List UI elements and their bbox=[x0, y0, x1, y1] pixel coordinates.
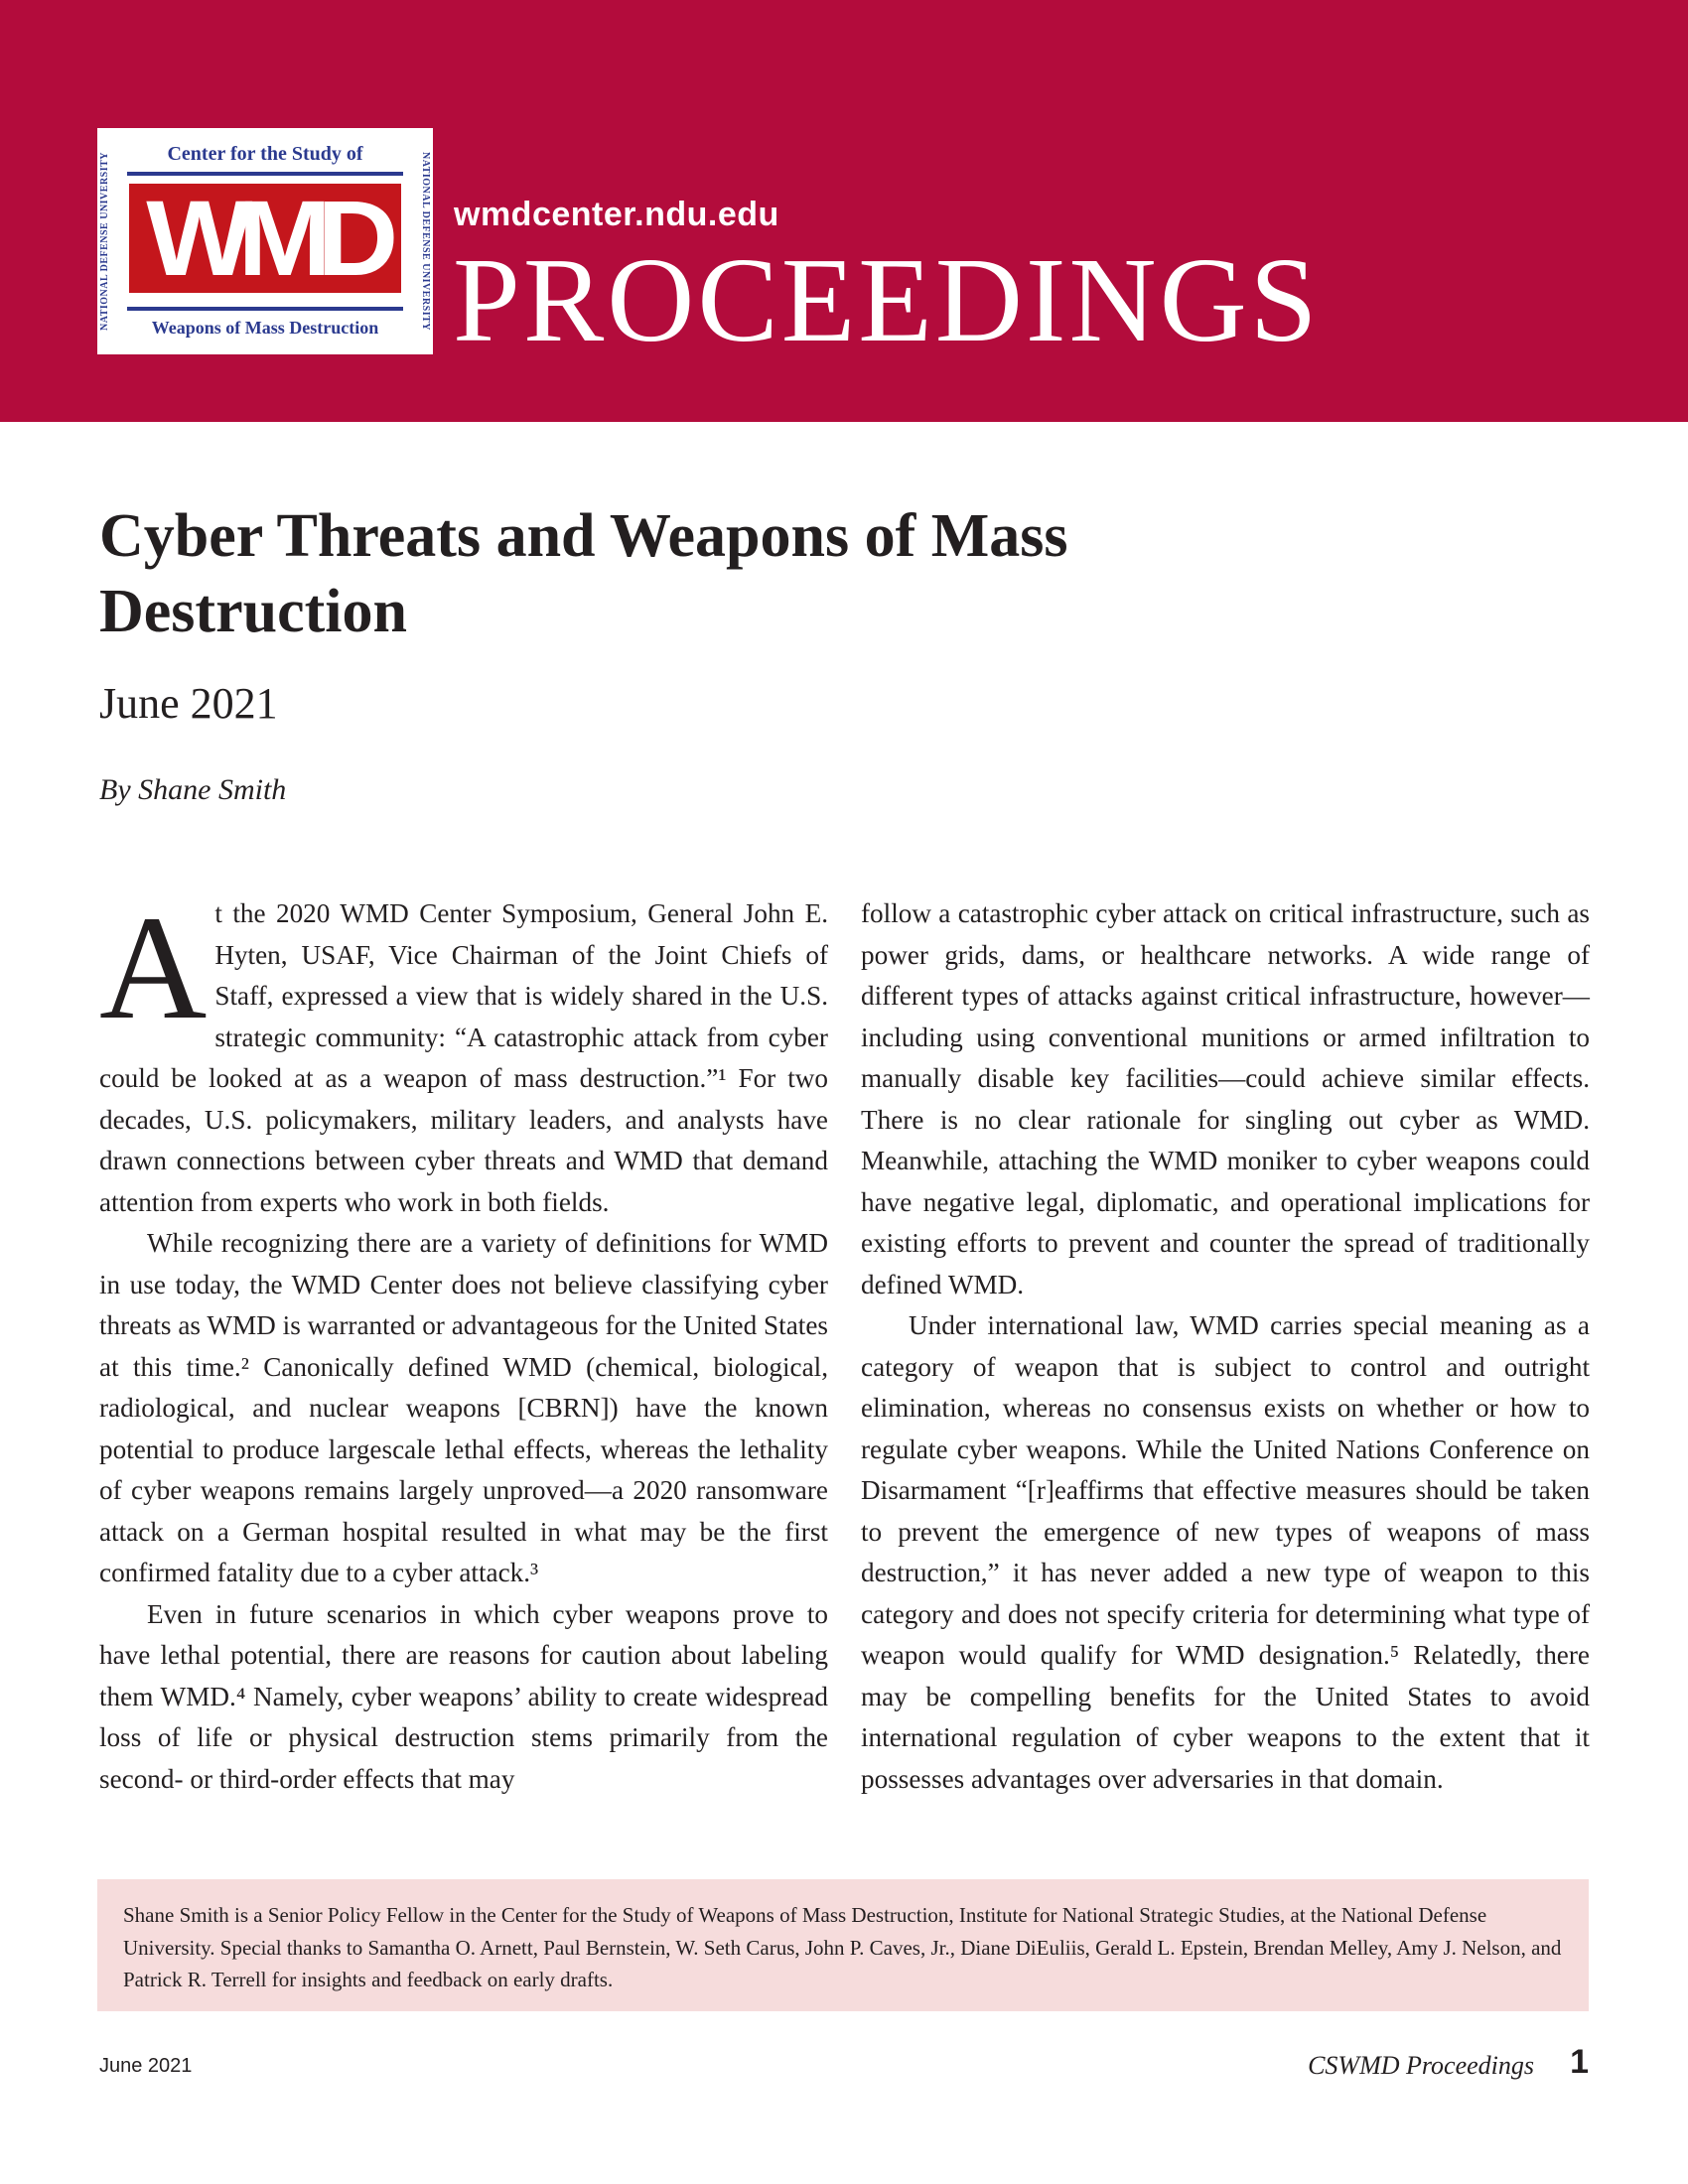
body-paragraph: Even in future scenarios in which cyber weapons prove to have lethal potential, there are reasons for caution about labeling them WMD.⁴ Namely, cyber weapons’ ability to create widespread loss of life or physical destruction stems primarily from the second- or third-order effects that may bbox=[99, 1598, 828, 1794]
logo-divider-top bbox=[127, 172, 403, 176]
series-title: PROCEEDINGS bbox=[453, 233, 1321, 367]
logo-side-text-right: NATIONAL DEFENSE UNIVERSITY bbox=[420, 151, 431, 332]
body-paragraph: Under international law, WMD carries special meaning as a category of weapon that is subject to control and outright elimination, whereas no consensus exists on whether or how to regulate cyber weapons. While the United Nations Conference on Disarmament “[r]eaffirms that effective measures should be taken to prevent the emergence of new types of weapons of mass destruction,” it has never added a new type of weapon to this category and does not specify criteria for determining what type of weapon would qualify for WMD designation.⁵ Relatedly, there may be compelling benefits for the United States to avoid international regulation of cyber weapons to the extent that it possesses advantages over adversaries in that domain. bbox=[861, 1310, 1590, 1794]
header-banner bbox=[0, 0, 1688, 422]
site-url: wmdcenter.ndu.edu bbox=[454, 196, 779, 233]
footer-date: June 2021 bbox=[99, 2055, 193, 2077]
body-paragraph bbox=[99, 886, 828, 1223]
article-date: June 2021 bbox=[99, 679, 278, 728]
logo-side-text-left: NATIONAL DEFENSE UNIVERSITY bbox=[99, 151, 110, 332]
logo-divider-bottom bbox=[127, 307, 403, 311]
body-column-right bbox=[861, 893, 1590, 1800]
logo-wmd-box bbox=[129, 178, 401, 298]
body-column-left bbox=[99, 886, 828, 1800]
page-number: 1 bbox=[1570, 2043, 1589, 2081]
body-paragraph: follow a catastrophic cyber attack on critical infrastructure, such as power grids, dams, or healthcare networks. A wide range of different types of attacks against critical infrastructure, however—including using conventional munitions or armed infiltration to manually disable key facilities—could achieve similar effects. There is no clear rationale for singling out cyber as WMD. Meanwhile, attaching the WMD moniker to cyber weapons could have negative legal, diplomatic, and operational implications for existing efforts to prevent and counter the spread of traditionally defined WMD. bbox=[861, 898, 1590, 1299]
author-bio-box: Shane Smith is a Senior Policy Fellow in the Center for the Study of Weapons of Mass Destruction, Institute for National Strategic Studies, at the National Defense University. Special thanks to Samantha O. Arnett, Paul Bernstein, W. Seth Carus, John P. Caves, Jr., Diane DiEuliis, Gerald L. Epstein, Brendan Melley, Amy J. Nelson, and Patrick R. Terrell for insights and feedback on early drafts. bbox=[97, 1879, 1589, 2011]
logo-bottom-text: Weapons of Mass Destruction bbox=[151, 318, 379, 338]
article-title: Cyber Threats and Weapons of Mass Destruction bbox=[99, 502, 1068, 645]
logo-wmd-text: WMD bbox=[146, 178, 384, 298]
wmd-center-logo bbox=[97, 128, 433, 354]
article-byline: By Shane Smith bbox=[99, 773, 287, 806]
logo-top-text: Center for the Study of bbox=[167, 143, 363, 165]
paragraph-text: t the 2020 WMD Center Symposium, General John E. Hyten, USAF, Vice Chairman of the Joint Chiefs of Staff, expressed a view that is widely shared in the U.S. strategic community: “A catastrophic attack from cyber could be looked at as a weapon of mass destruction.”¹ For two decades, U.S. policymakers, military leaders, and analysts have drawn connections between cyber threats and WMD that demand attention from experts who work in both fields. bbox=[99, 898, 828, 1217]
drop-cap: A bbox=[99, 886, 208, 1050]
body-paragraph: While recognizing there are a variety of definitions for WMD in use today, the WMD Center does not believe classifying cyber threats as WMD is warranted or advantageous for the United States at this time.² Canonically defined WMD (chemical, biological, radiological, and nuclear weapons [CBRN]) have the known potential to produce largescale lethal effects, whereas the lethality of cyber weapons remains largely unproved—a 2020 ransomware attack on a German hospital resulted in what may be the first confirmed fatality due to a cyber attack.³ bbox=[99, 1228, 828, 1587]
footer-publication: CSWMD Proceedings bbox=[1308, 2051, 1534, 2080]
